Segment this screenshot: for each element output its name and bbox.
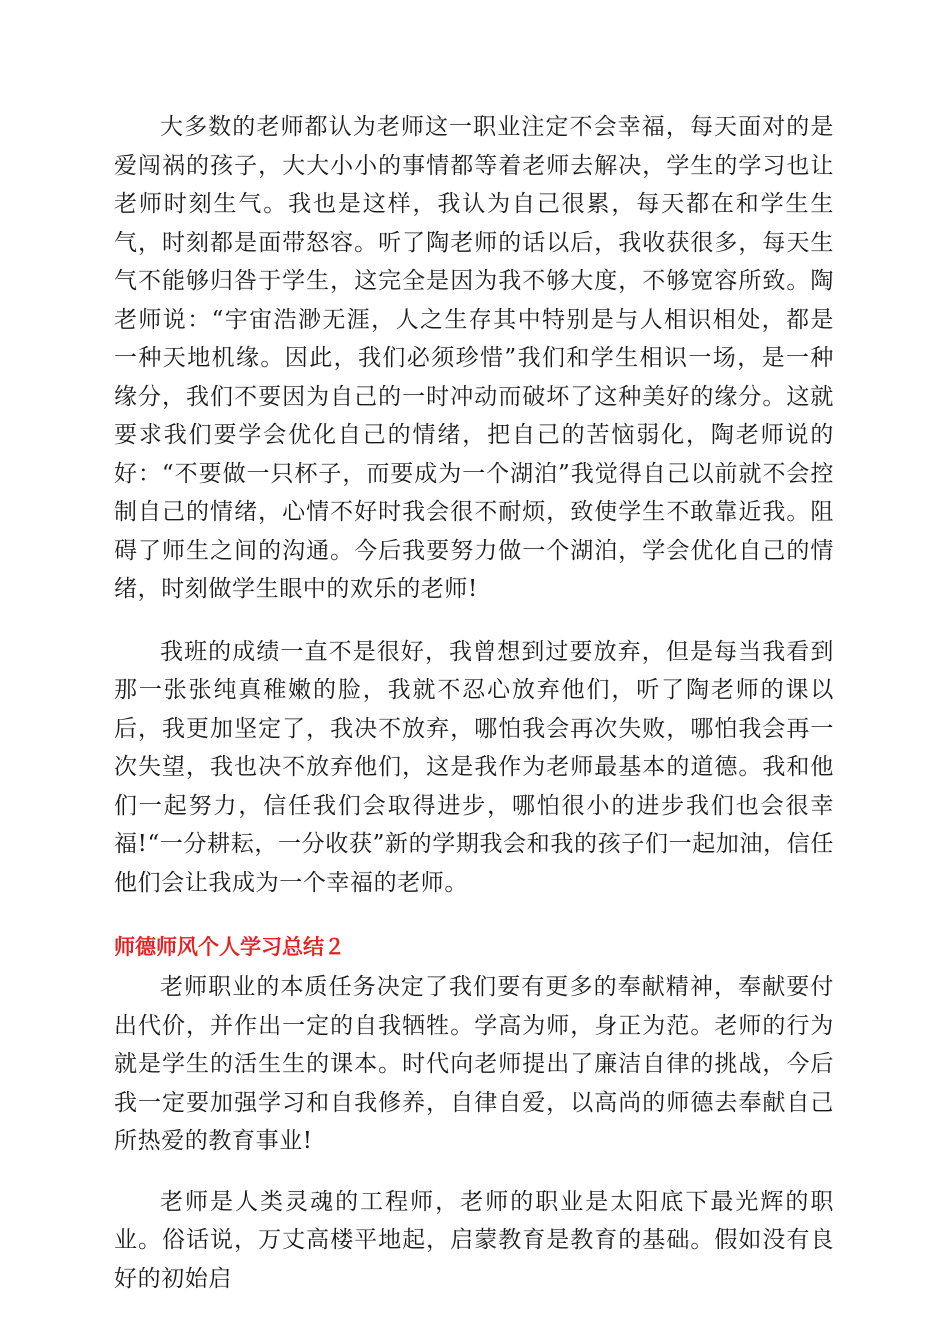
section-heading: 师德师风个人学习总结２ <box>114 935 345 959</box>
paragraph-engineer-of-souls: 老师是人类灵魂的工程师，老师的职业是太阳底下最光辉的职业。俗话说，万丈高楼平地起，启蒙教育是教育的基础。假如没有良好的初始启 <box>114 1188 834 1292</box>
document-page <box>114 108 834 1298</box>
paragraph-teacher-happiness: 大多数的老师都认为老师这一职业注定不会幸福，每天面对的是爱闯祸的孩子，大大小小的事情都等着老师去解决，学生的学习也让老师时刻生气。我也是这样，我认为自己很累，每天都在和学生生气，时刻都是面带怒容。听了陶老师的话以后，我收获很多，每天生气不能够归咎于学生，这完全是因为我不够大度，不够宽容所致。陶老师说：“宇宙浩渺无涯，人之生存其中特别是与人相识相处，都是一种天地机缘。因此，我们必须珍惜”我们和学生相识一场，是一种缘分，我们不要因为自己的一时冲动而破坏了这种美好的缘分。这就要求我们要学会优化自己的情绪，把自己的苦恼弱化，陶老师说的好：“不要做一只杯子，而要成为一个湖泊”我觉得自己以前就不会控制自己的情绪，心情不好时我会很不耐烦，致使学生不敢靠近我。阻碍了师生之间的沟通。今后我要努力做一个湖泊，学会优化自己的情绪，时刻做学生眼中的欢乐的老师! <box>114 114 834 602</box>
paragraph-dedication: 老师职业的本质任务决定了我们要有更多的奉献精神，奉献要付出代价，并作出一定的自我牺牲。学高为师，身正为范。老师的行为就是学生的活生生的课本。时代向老师提出了廉洁自律的挑战，今后我一定要加强学习和自我修养，自律自爱，以高尚的师德去奉献自己所热爱的教育事业! <box>114 974 834 1154</box>
paragraph-class-grades: 我班的成绩一直不是很好，我曾想到过要放弃，但是每当我看到那一张张纯真稚嫩的脸，我就不忍心放弃他们，听了陶老师的课以后，我更加坚定了，我决不放弃，哪怕我会再次失败，哪怕我会再一次失望，我也决不放弃他们，这是我作为老师最基本的道德。我和他们一起努力，信任我们会取得进步，哪怕很小的进步我们也会很幸福!“一分耕耘，一分收获”新的学期我会和我的孩子们一起加油，信任他们会让我成为一个幸福的老师。 <box>114 638 834 896</box>
